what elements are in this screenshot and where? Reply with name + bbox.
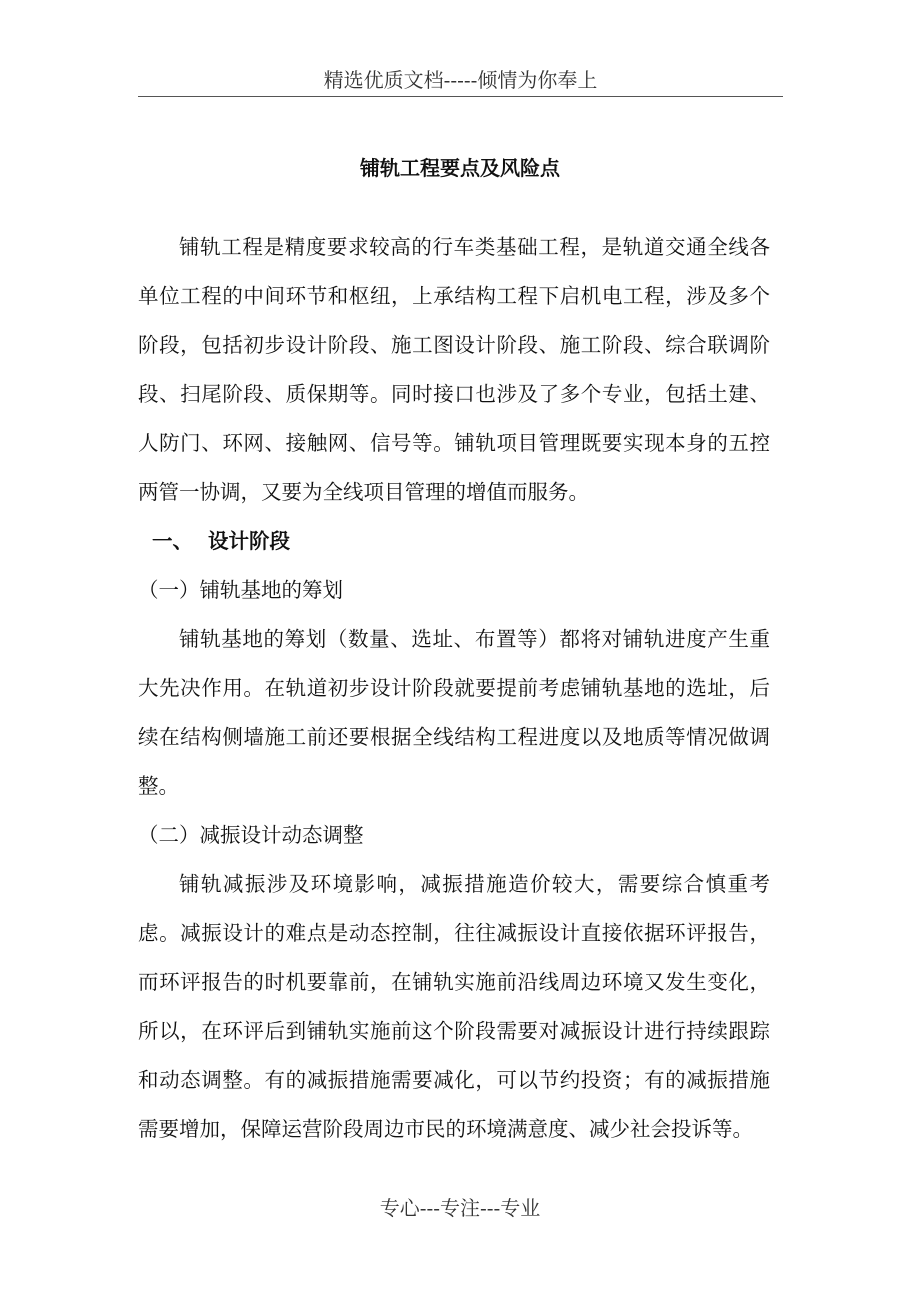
intro-paragraph: 铺轨工程是精度要求较高的行车类基础工程，是轨道交通全线各单位工程的中间环节和枢纽，上承结构工程下启机电工程，涉及多个阶段，包括初步设计阶段、施工图设计阶段、施工阶段、综合联调阶段、扫尾阶段、质保期等。同时接口也涉及了多个专业，包括土建、人防门、环网、接触网、信号等。铺轨项目管理既要实现本身的五控两管一协调，又要为全线项目管理的增值而服务。	[138, 235, 770, 504]
subsection-heading-2: （二）减振设计动态调整	[138, 823, 364, 847]
subsection-heading-1: （一）铺轨基地的筹划	[138, 578, 343, 602]
section-number: 一、	[152, 529, 193, 553]
page-footer: 专心---专注---专业	[379, 1196, 541, 1220]
page-header: 精选优质文档-----倾情为你奉上	[323, 68, 598, 92]
document-title: 铺轨工程要点及风险点	[360, 156, 560, 180]
subsection-paragraph-2: 铺轨减振涉及环境影响，减振措施造价较大，需要综合慎重考虑。减振设计的难点是动态控制，往往减振设计直接依据环评报告，而环评报告的时机要靠前，在铺轨实施前沿线周边环境又发生变化，所以，在环评后到铺轨实施前这个阶段需要对减振设计进行持续跟踪和动态调整。有的减振措施需要减化，可以节约投资；有的减振措施需要增加，保障运营阶段周边市民的环境满意度、减少社会投诉等。	[138, 872, 770, 1141]
header-divider	[138, 96, 783, 97]
subsection-paragraph-1: 铺轨基地的筹划（数量、选址、布置等）都将对铺轨进度产生重大先决作用。在轨道初步设计阶段就要提前考虑铺轨基地的选址，后续在结构侧墙施工前还要根据全线结构工程进度以及地质等情况做调整。	[138, 627, 770, 798]
section-title: 设计阶段	[208, 529, 290, 553]
document-body	[138, 223, 770, 1154]
section-heading	[138, 517, 770, 566]
